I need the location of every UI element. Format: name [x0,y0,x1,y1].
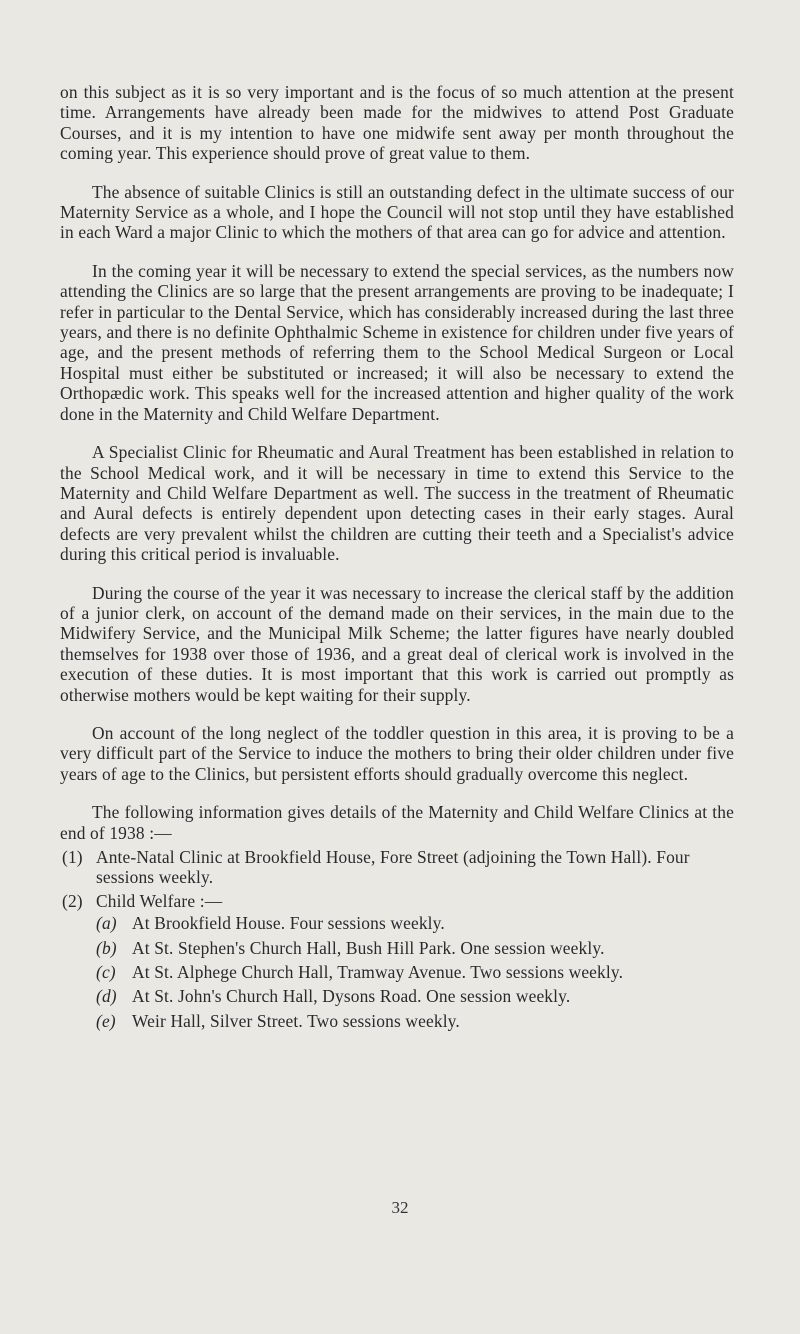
sublist-item-text: At St. Stephen's Church Hall, Bush Hill Park. One session weekly. [132,937,605,958]
sublist-item [96,962,734,982]
sublist-marker: (d) [96,986,117,1007]
sublist-item-text: At Brookfield House. Four sessions weekly. [132,913,445,934]
list-marker: (2) [62,890,83,911]
paragraph-clerical-staff: During the course of the year it was necessary to increase the clerical staff by the addition of a junior clerk, on account of the demand made on their services, in the main due to the Midwifery Service, and the Municipal Milk Scheme; the latter figures have nearly doubled themselves for 1938 over those of 1936, and a great deal of clerical work is involved in the execution of these duties. It is most important that this work is carried out promptly as otherwise mothers would be kept waiting for their supply. [60,582,734,705]
paragraph-clinic-details-intro: The following information gives details of the Maternity and Child Welfare Clinics at the end of 1938 :— [60,802,734,843]
sublist-item-text: At St. Alphege Church Hall, Tramway Avenue. Two sessions weekly. [132,962,624,983]
list-item-text: Child Welfare :— [96,890,223,911]
list-item-text: Ante-Natal Clinic at Brookfield House, Fore Street (adjoining the Town Hall). Four sessions weekly. [96,847,690,888]
sublist-item [96,938,734,958]
list-item-body [96,891,734,1035]
sublist-marker: (b) [96,937,117,958]
clinic-list [60,847,734,1035]
paragraph-special-services: In the coming year it will be necessary to extend the special services, as the numbers now attending the Clinics are so large that the present arrangements are proving to be inadequate; I refer in particular to the Dental Service, which has considerably increased during the last three years, and there is no definite Ophthalmic Scheme in existence for children under five years of age, and the present methods of referring them to the School Medical Surgeon or Local Hospital must either be substituted or increased; it will also be necessary to extend the Orthopædic work. This speaks well for the increased attention and higher quality of the work done in the Maternity and Child Welfare Department. [60,260,734,424]
sublist-item [96,913,734,933]
paragraph-clinics-absence: The absence of suitable Clinics is still an outstanding defect in the ultimate success of our Maternity Service as a whole, and I hope the Council will not stop until they have established in each Ward a major Clinic to which the mothers of that area can go for advice and attention. [60,181,734,243]
sublist-item-text: Weir Hall, Silver Street. Two sessions weekly. [132,1010,460,1031]
sublist-item [96,1011,734,1031]
sublist-item-text: At St. John's Church Hall, Dysons Road. One session weekly. [132,986,571,1007]
list-item [60,891,734,1035]
sublist-marker: (a) [96,913,117,934]
list-item [60,847,734,888]
paragraph-specialist-clinic: A Specialist Clinic for Rheumatic and Aural Treatment has been established in relation to the School Medical work, and it will be necessary in time to extend this Service to the Maternity and Child Welfare Department as well. The success in the treatment of Rheumatic and Aural defects is entirely dependent upon detecting cases in their early stages. Aural defects are very prevalent whilst the children are cutting their teeth and a Specialist's advice during this critical period is invaluable. [60,442,734,565]
child-welfare-sublist [96,913,734,1031]
paragraph-continuation: on this subject as it is so very important and is the focus of so much attention at the present time. Arrangements have already been made for the midwives to attend Post Graduate Courses, and it is my intention to have one midwife sent away per month throughout the coming year. This experience should prove of great value to them. [60,82,734,164]
list-marker: (1) [62,847,83,867]
paragraph-toddler-question: On account of the long neglect of the toddler question in this area, it is proving to be a very difficult part of the Service to induce the mothers to bring their older children under five years of age to the Clinics, but persistent efforts should gradually overcome this neglect. [60,722,734,784]
page-number: 32 [391,1198,409,1217]
sublist-item [96,986,734,1006]
sublist-marker: (c) [96,962,116,983]
sublist-marker: (e) [96,1010,116,1031]
